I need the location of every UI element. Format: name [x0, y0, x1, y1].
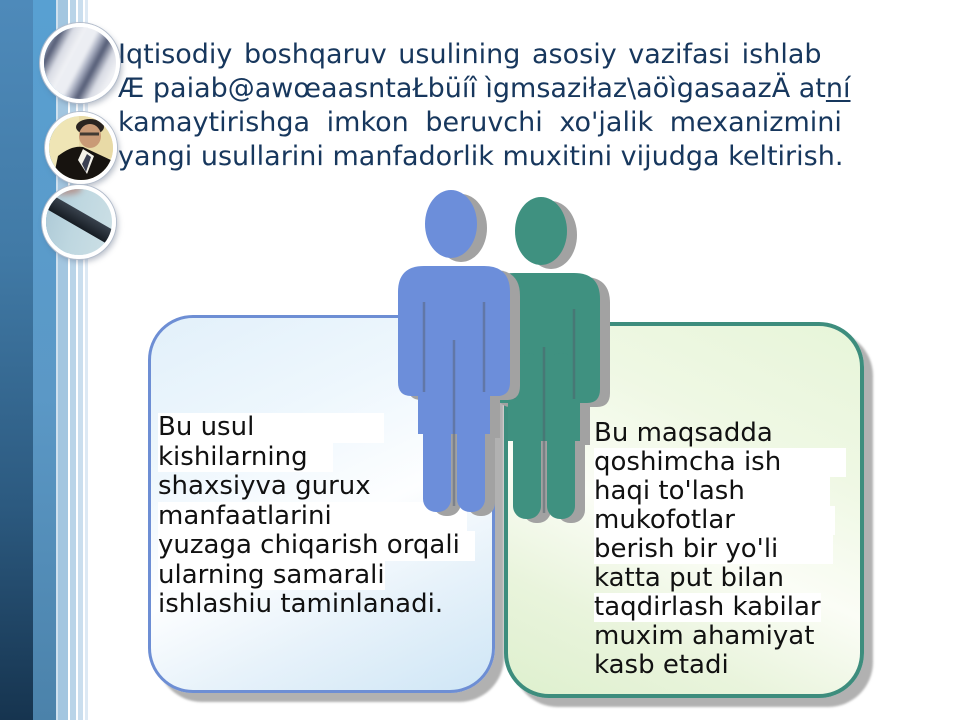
right-box-line: muxim ahamiyat — [594, 621, 815, 651]
right-box-line: mukofotlar — [594, 506, 846, 535]
office-supplies-image — [40, 23, 120, 103]
right-box-line: qoshimcha ish — [594, 448, 846, 477]
title-line-2: Æ paiab@awœaasntaŁbüíî ìgmsaziłaz\aöìgasaazÄ atní — [118, 73, 851, 104]
pen-document-photo — [42, 185, 116, 259]
right-box-line: haqi to'lash — [594, 477, 846, 506]
title-line-4: yangi usullarini manfadorlik muxitini vijudga keltirish. — [118, 141, 844, 172]
right-box-line: berish bir yo'li — [594, 535, 846, 564]
right-box-line: kasb etadi — [594, 650, 729, 680]
sidebar-stripe-dark — [0, 0, 33, 720]
left-box-line: kishilarning — [158, 443, 475, 473]
businessman-photo — [45, 112, 117, 184]
left-box-line: ishlashiu taminlanadi. — [158, 589, 444, 619]
title-line-1: Iqtisodiy boshqaruv usulining asosiy vazifasi ishlab — [118, 39, 822, 70]
title-line-3: kamaytirishga imkon beruvchi xo'jalik mexanizmini — [118, 107, 842, 138]
pen-document-image — [42, 185, 116, 259]
right-box-line: katta put bilan — [594, 563, 784, 593]
right-box-line: taqdirlash kabilar — [594, 592, 821, 622]
left-box-line: shaxsiyva gurux — [158, 471, 371, 501]
blue-person-silhouette — [394, 188, 520, 518]
underlined-text: ní — [825, 73, 851, 104]
left-box-line: manfaatlarini — [158, 502, 475, 532]
left-box-line: Bu usul — [158, 413, 475, 443]
right-box-text — [594, 419, 846, 680]
left-box-line: ularning samarali — [158, 559, 385, 590]
left-box-line: yuzaga chiqarish orqali — [158, 531, 475, 561]
sidebar-stripe-light-pattern — [56, 0, 90, 720]
pen-shape — [42, 189, 116, 257]
office-supplies-photo — [40, 23, 120, 103]
sidebar-stripe-medium — [33, 0, 56, 720]
right-box-line: Bu maqsadda — [594, 418, 773, 448]
businessman-image — [49, 116, 113, 180]
slide-title — [118, 38, 930, 174]
